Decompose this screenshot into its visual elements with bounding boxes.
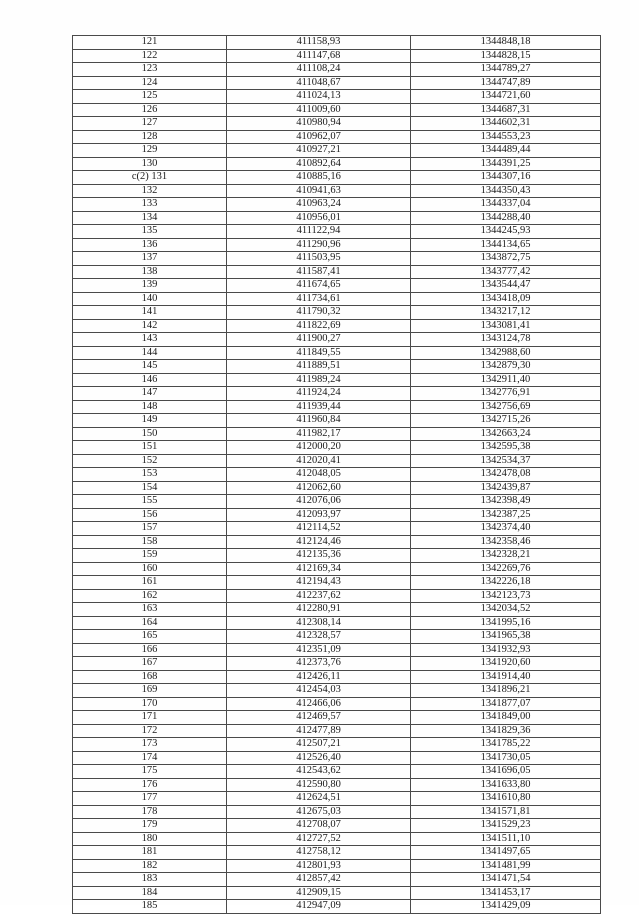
x-coordinate-cell: 412758,12 [227,846,411,860]
x-coordinate-cell: 412351,09 [227,643,411,657]
table-row [73,306,601,320]
table-row [73,198,601,212]
table-row [73,481,601,495]
table-row [73,819,601,833]
x-coordinate-cell: 412062,60 [227,481,411,495]
table-row [73,292,601,306]
y-coordinate-cell: 1344848,18 [411,36,601,50]
x-coordinate-cell: 411989,24 [227,373,411,387]
point-number-cell: 164 [73,616,227,630]
y-coordinate-cell: 1342387,25 [411,508,601,522]
y-coordinate-cell: 1342269,76 [411,562,601,576]
point-number-cell: 145 [73,360,227,374]
y-coordinate-cell: 1341696,05 [411,765,601,779]
y-coordinate-cell: 1343124,78 [411,333,601,347]
point-number-cell: 135 [73,225,227,239]
point-number-cell: 144 [73,346,227,360]
x-coordinate-cell: 412947,09 [227,900,411,914]
point-number-cell: 126 [73,103,227,117]
x-coordinate-cell: 412169,34 [227,562,411,576]
table-row [73,360,601,374]
table-row [73,184,601,198]
table-row [73,171,601,185]
x-coordinate-cell: 411024,13 [227,90,411,104]
point-number-cell: 143 [73,333,227,347]
table-row [73,805,601,819]
x-coordinate-cell: 412308,14 [227,616,411,630]
point-number-cell: 139 [73,279,227,293]
table-row [73,211,601,225]
table-row [73,859,601,873]
point-number-cell: 153 [73,468,227,482]
y-coordinate-cell: 1342374,40 [411,522,601,536]
x-coordinate-cell: 411982,17 [227,427,411,441]
y-coordinate-cell: 1343872,75 [411,252,601,266]
point-number-cell: 130 [73,157,227,171]
point-number-cell: 158 [73,535,227,549]
y-coordinate-cell: 1342328,21 [411,549,601,563]
table-row [73,117,601,131]
y-coordinate-cell: 1342534,37 [411,454,601,468]
y-coordinate-cell: 1344553,23 [411,130,601,144]
y-coordinate-cell: 1344288,40 [411,211,601,225]
point-number-cell: 152 [73,454,227,468]
y-coordinate-cell: 1341511,10 [411,832,601,846]
y-coordinate-cell: 1344721,60 [411,90,601,104]
table-row [73,900,601,914]
table-row [73,90,601,104]
table-row [73,657,601,671]
table-row [73,589,601,603]
x-coordinate-cell: 412727,52 [227,832,411,846]
x-coordinate-cell: 410956,01 [227,211,411,225]
x-coordinate-cell: 412857,42 [227,873,411,887]
x-coordinate-cell: 412020,41 [227,454,411,468]
table-row [73,63,601,77]
point-number-cell: 175 [73,765,227,779]
y-coordinate-cell: 1342226,18 [411,576,601,590]
table-row [73,508,601,522]
y-coordinate-cell: 1344687,31 [411,103,601,117]
y-coordinate-cell: 1341471,54 [411,873,601,887]
y-coordinate-cell: 1341497,65 [411,846,601,860]
y-coordinate-cell: 1341785,22 [411,738,601,752]
point-number-cell: 183 [73,873,227,887]
y-coordinate-cell: 1341914,40 [411,670,601,684]
table-row [73,765,601,779]
point-number-cell: 149 [73,414,227,428]
table-row [73,225,601,239]
point-number-cell: 177 [73,792,227,806]
table-row [73,265,601,279]
point-number-cell: 138 [73,265,227,279]
table-row [73,468,601,482]
point-number-cell: c(2) 131 [73,171,227,185]
x-coordinate-cell: 412543,62 [227,765,411,779]
x-coordinate-cell: 412076,06 [227,495,411,509]
x-coordinate-cell: 411889,51 [227,360,411,374]
point-number-cell: 159 [73,549,227,563]
table-row [73,346,601,360]
x-coordinate-cell: 412507,21 [227,738,411,752]
y-coordinate-cell: 1342756,69 [411,400,601,414]
x-coordinate-cell: 411290,96 [227,238,411,252]
point-number-cell: 133 [73,198,227,212]
y-coordinate-cell: 1341849,00 [411,711,601,725]
x-coordinate-cell: 412466,06 [227,697,411,711]
table-row [73,76,601,90]
point-number-cell: 132 [73,184,227,198]
y-coordinate-cell: 1344337,04 [411,198,601,212]
y-coordinate-cell: 1342663,24 [411,427,601,441]
x-coordinate-cell: 412454,03 [227,684,411,698]
point-number-cell: 142 [73,319,227,333]
table-row [73,778,601,792]
x-coordinate-cell: 412000,20 [227,441,411,455]
table-row [73,643,601,657]
table-row [73,157,601,171]
y-coordinate-cell: 1342478,08 [411,468,601,482]
x-coordinate-cell: 412124,46 [227,535,411,549]
x-coordinate-cell: 410885,16 [227,171,411,185]
y-coordinate-cell: 1341995,16 [411,616,601,630]
point-number-cell: 150 [73,427,227,441]
x-coordinate-cell: 411924,24 [227,387,411,401]
table-row [73,427,601,441]
point-number-cell: 162 [73,589,227,603]
y-coordinate-cell: 1341932,93 [411,643,601,657]
table-row [73,238,601,252]
point-number-cell: 155 [73,495,227,509]
table-row [73,846,601,860]
x-coordinate-cell: 412135,36 [227,549,411,563]
x-coordinate-cell: 411147,68 [227,49,411,63]
y-coordinate-cell: 1343418,09 [411,292,601,306]
point-number-cell: 136 [73,238,227,252]
point-number-cell: 166 [73,643,227,657]
y-coordinate-cell: 1344350,43 [411,184,601,198]
x-coordinate-cell: 412477,89 [227,724,411,738]
x-coordinate-cell: 412526,40 [227,751,411,765]
y-coordinate-cell: 1341633,80 [411,778,601,792]
coordinates-table [72,35,601,914]
y-coordinate-cell: 1342358,46 [411,535,601,549]
y-coordinate-cell: 1343081,41 [411,319,601,333]
x-coordinate-cell: 411960,84 [227,414,411,428]
x-coordinate-cell: 411122,94 [227,225,411,239]
table-row [73,441,601,455]
y-coordinate-cell: 1342879,30 [411,360,601,374]
table-row [73,562,601,576]
point-number-cell: 167 [73,657,227,671]
y-coordinate-cell: 1343777,42 [411,265,601,279]
table-row [73,49,601,63]
x-coordinate-cell: 410941,63 [227,184,411,198]
point-number-cell: 172 [73,724,227,738]
x-coordinate-cell: 412114,52 [227,522,411,536]
y-coordinate-cell: 1342595,38 [411,441,601,455]
x-coordinate-cell: 412909,15 [227,886,411,900]
x-coordinate-cell: 410892,64 [227,157,411,171]
point-number-cell: 147 [73,387,227,401]
point-number-cell: 121 [73,36,227,50]
table-row [73,414,601,428]
x-coordinate-cell: 412237,62 [227,589,411,603]
x-coordinate-cell: 411849,55 [227,346,411,360]
x-coordinate-cell: 411108,24 [227,63,411,77]
point-number-cell: 129 [73,144,227,158]
point-number-cell: 178 [73,805,227,819]
table-row [73,873,601,887]
table-row [73,535,601,549]
y-coordinate-cell: 1343217,12 [411,306,601,320]
y-coordinate-cell: 1342911,40 [411,373,601,387]
x-coordinate-cell: 412194,43 [227,576,411,590]
x-coordinate-cell: 411048,67 [227,76,411,90]
point-number-cell: 134 [73,211,227,225]
point-number-cell: 180 [73,832,227,846]
y-coordinate-cell: 1344307,16 [411,171,601,185]
x-coordinate-cell: 412675,03 [227,805,411,819]
point-number-cell: 184 [73,886,227,900]
y-coordinate-cell: 1342034,52 [411,603,601,617]
point-number-cell: 146 [73,373,227,387]
point-number-cell: 170 [73,697,227,711]
point-number-cell: 165 [73,630,227,644]
x-coordinate-cell: 411734,61 [227,292,411,306]
table-row [73,103,601,117]
table-row [73,630,601,644]
y-coordinate-cell: 1344134,65 [411,238,601,252]
y-coordinate-cell: 1342439,87 [411,481,601,495]
y-coordinate-cell: 1341481,99 [411,859,601,873]
point-number-cell: 157 [73,522,227,536]
point-number-cell: 179 [73,819,227,833]
x-coordinate-cell: 411674,65 [227,279,411,293]
point-number-cell: 137 [73,252,227,266]
x-coordinate-cell: 411503,95 [227,252,411,266]
table-row [73,36,601,50]
point-number-cell: 181 [73,846,227,860]
point-number-cell: 128 [73,130,227,144]
x-coordinate-cell: 411009,60 [227,103,411,117]
table-row [73,454,601,468]
y-coordinate-cell: 1341877,07 [411,697,601,711]
point-number-cell: 151 [73,441,227,455]
point-number-cell: 124 [73,76,227,90]
table-row [73,279,601,293]
x-coordinate-cell: 412328,57 [227,630,411,644]
table-row [73,549,601,563]
x-coordinate-cell: 411900,27 [227,333,411,347]
x-coordinate-cell: 410980,94 [227,117,411,131]
point-number-cell: 122 [73,49,227,63]
y-coordinate-cell: 1341829,36 [411,724,601,738]
y-coordinate-cell: 1344602,31 [411,117,601,131]
table-row [73,522,601,536]
table-row [73,724,601,738]
x-coordinate-cell: 412373,76 [227,657,411,671]
x-coordinate-cell: 411587,41 [227,265,411,279]
x-coordinate-cell: 412426,11 [227,670,411,684]
y-coordinate-cell: 1342123,73 [411,589,601,603]
table-row [73,738,601,752]
point-number-cell: 160 [73,562,227,576]
table-row [73,711,601,725]
x-coordinate-cell: 412469,57 [227,711,411,725]
table-row [73,792,601,806]
point-number-cell: 125 [73,90,227,104]
table-row [73,576,601,590]
y-coordinate-cell: 1342398,49 [411,495,601,509]
point-number-cell: 185 [73,900,227,914]
x-coordinate-cell: 412048,05 [227,468,411,482]
point-number-cell: 123 [73,63,227,77]
x-coordinate-cell: 412280,91 [227,603,411,617]
y-coordinate-cell: 1341429,09 [411,900,601,914]
y-coordinate-cell: 1341896,21 [411,684,601,698]
table-row [73,333,601,347]
table-row [73,144,601,158]
x-coordinate-cell: 412093,97 [227,508,411,522]
y-coordinate-cell: 1341920,60 [411,657,601,671]
table-row [73,684,601,698]
point-number-cell: 141 [73,306,227,320]
y-coordinate-cell: 1344391,25 [411,157,601,171]
y-coordinate-cell: 1344789,27 [411,63,601,77]
y-coordinate-cell: 1344747,89 [411,76,601,90]
point-number-cell: 148 [73,400,227,414]
y-coordinate-cell: 1341453,17 [411,886,601,900]
table-row [73,387,601,401]
point-number-cell: 173 [73,738,227,752]
point-number-cell: 171 [73,711,227,725]
y-coordinate-cell: 1342776,91 [411,387,601,401]
point-number-cell: 176 [73,778,227,792]
point-number-cell: 156 [73,508,227,522]
point-number-cell: 168 [73,670,227,684]
y-coordinate-cell: 1341730,05 [411,751,601,765]
x-coordinate-cell: 410962,07 [227,130,411,144]
y-coordinate-cell: 1342988,60 [411,346,601,360]
point-number-cell: 127 [73,117,227,131]
y-coordinate-cell: 1341610,80 [411,792,601,806]
table-row [73,886,601,900]
x-coordinate-cell: 412708,07 [227,819,411,833]
table-row [73,697,601,711]
table-row [73,252,601,266]
point-number-cell: 174 [73,751,227,765]
table-row [73,616,601,630]
x-coordinate-cell: 411822,69 [227,319,411,333]
table-body [73,36,601,914]
y-coordinate-cell: 1344245,93 [411,225,601,239]
x-coordinate-cell: 411790,32 [227,306,411,320]
point-number-cell: 163 [73,603,227,617]
x-coordinate-cell: 412624,51 [227,792,411,806]
point-number-cell: 182 [73,859,227,873]
x-coordinate-cell: 412590,80 [227,778,411,792]
table-row [73,670,601,684]
y-coordinate-cell: 1344489,44 [411,144,601,158]
table-row [73,603,601,617]
table-row [73,495,601,509]
x-coordinate-cell: 410927,21 [227,144,411,158]
point-number-cell: 154 [73,481,227,495]
point-number-cell: 161 [73,576,227,590]
x-coordinate-cell: 412801,93 [227,859,411,873]
y-coordinate-cell: 1341571,81 [411,805,601,819]
table-row [73,400,601,414]
y-coordinate-cell: 1343544,47 [411,279,601,293]
x-coordinate-cell: 411939,44 [227,400,411,414]
point-number-cell: 140 [73,292,227,306]
y-coordinate-cell: 1341529,23 [411,819,601,833]
y-coordinate-cell: 1344828,15 [411,49,601,63]
table-row [73,373,601,387]
table-row [73,751,601,765]
point-number-cell: 169 [73,684,227,698]
table-row [73,832,601,846]
x-coordinate-cell: 410963,24 [227,198,411,212]
table-row [73,130,601,144]
x-coordinate-cell: 411158,93 [227,36,411,50]
table-row [73,319,601,333]
y-coordinate-cell: 1341965,38 [411,630,601,644]
y-coordinate-cell: 1342715,26 [411,414,601,428]
